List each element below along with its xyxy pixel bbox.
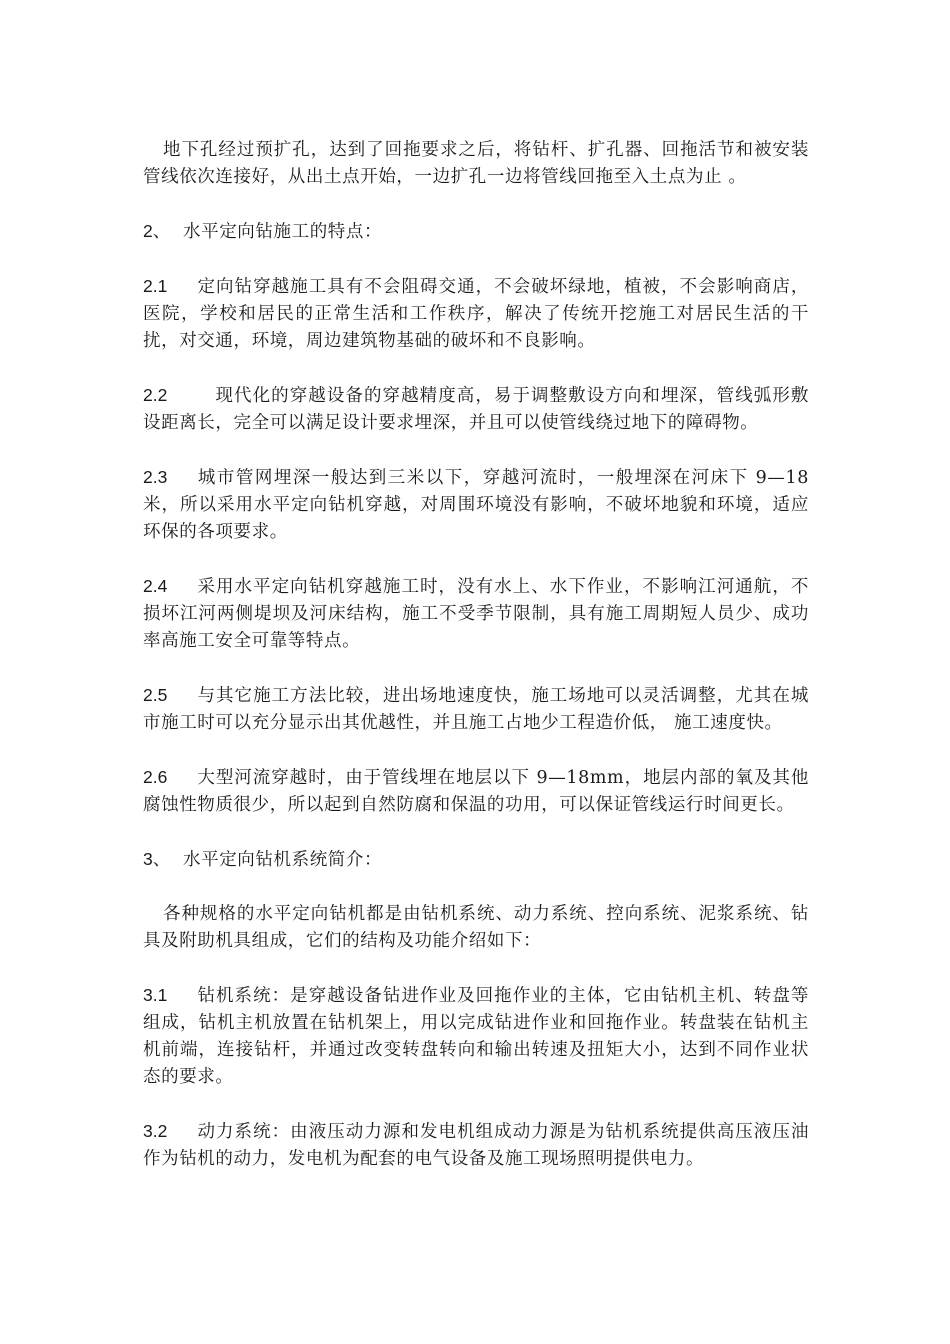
section-number: 3、 — [143, 849, 171, 869]
item-number: 2.1 — [143, 276, 168, 296]
paragraph-text: 大型河流穿越时，由于管线埋在地层以下 9—18mm，地层内部的氧及其他腐蚀性物质很少，所以起到自然防腐和保温的功用，可以保证管线运行时间更长。 — [143, 768, 809, 815]
item-number: 2.4 — [143, 576, 168, 596]
section-heading-3 — [143, 846, 809, 874]
section-title: 水平定向钻施工的特点： — [183, 222, 383, 242]
paragraph-text: 城市管网埋深一般达到三米以下，穿越河流时，一般埋深在河床下 9—18米，所以采用水平定向钻机穿越，对周围环境没有影响，不破坏地貌和环境，适应环保的各项要求。 — [143, 468, 809, 542]
item-number: 3.2 — [143, 1121, 168, 1141]
paragraph-text: 现代化的穿越设备的穿越精度高，易于调整敷设方向和埋深，管线弧形敷设距离长，完全可以满足设计要求埋深，并且可以使管线绕过地下的障碍物。 — [143, 386, 809, 433]
item-number: 2.2 — [143, 385, 168, 405]
paragraph-text: 动力系统：由液压动力源和发电机组成动力源是为钻机系统提供高压液压油作为钻机的动力，发电机为配套的电气设备及施工现场照明提供电力。 — [143, 1122, 809, 1169]
paragraph-3-2 — [143, 1118, 809, 1173]
paragraph-text: 与其它施工方法比较，进出场地速度快，施工场地可以灵活调整，尤其在城市施工时可以充分显示出其优越性，并且施工占地少工程造价低， 施工速度快。 — [143, 686, 809, 733]
paragraph-2-6 — [143, 764, 809, 819]
item-number: 3.1 — [143, 985, 168, 1005]
item-number: 2.5 — [143, 685, 168, 705]
section-title: 水平定向钻机系统简介： — [183, 850, 383, 870]
paragraph-text: 钻机系统：是穿越设备钻进作业及回拖作业的主体，它由钻机主机、转盘等组成，钻机主机放置在钻机架上，用以完成钻进作业和回拖作业。转盘装在钻机主机前端，连接钻杆，并通过改变转盘转向和输出转速及扭矩大小，达到不同作业状态的要求。 — [143, 986, 809, 1087]
paragraph-text: 各种规格的水平定向钻机都是由钻机系统、动力系统、控向系统、泥浆系统、钻具及附助机具组成，它们的结构及功能介绍如下： — [143, 904, 809, 951]
paragraph-2-1 — [143, 273, 809, 355]
paragraph-text: 地下孔经过预扩孔，达到了回拖要求之后，将钻杆、扩孔器、回拖活节和被安装管线依次连接好，从出土点开始，一边扩孔一边将管线回拖至入土点为止 。 — [143, 140, 809, 187]
paragraph-intro — [143, 137, 809, 191]
paragraph-2-5 — [143, 682, 809, 737]
paragraph-text: 定向钻穿越施工具有不会阻碍交通，不会破坏绿地，植被，不会影响商店，医院，学校和居民的正常生活和工作秩序，解决了传统开挖施工对居民生活的干扰，对交通，环境，周边建筑物基础的破坏和不良影响。 — [143, 277, 809, 351]
paragraph-text: 采用水平定向钻机穿越施工时，没有水上、水下作业，不影响江河通航，不损坏江河两侧堤坝及河床结构，施工不受季节限制，具有施工周期短人员少、成功率高施工安全可靠等特点。 — [143, 577, 809, 651]
paragraph-2-3 — [143, 464, 809, 546]
paragraph-2-2 — [143, 382, 809, 437]
item-number: 2.6 — [143, 767, 168, 787]
item-number: 2.3 — [143, 467, 168, 487]
paragraph-section-3-intro — [143, 901, 809, 955]
document-page — [143, 137, 809, 1200]
section-heading-2 — [143, 218, 809, 246]
paragraph-2-4 — [143, 573, 809, 655]
section-number: 2、 — [143, 221, 171, 241]
paragraph-3-1 — [143, 982, 809, 1091]
